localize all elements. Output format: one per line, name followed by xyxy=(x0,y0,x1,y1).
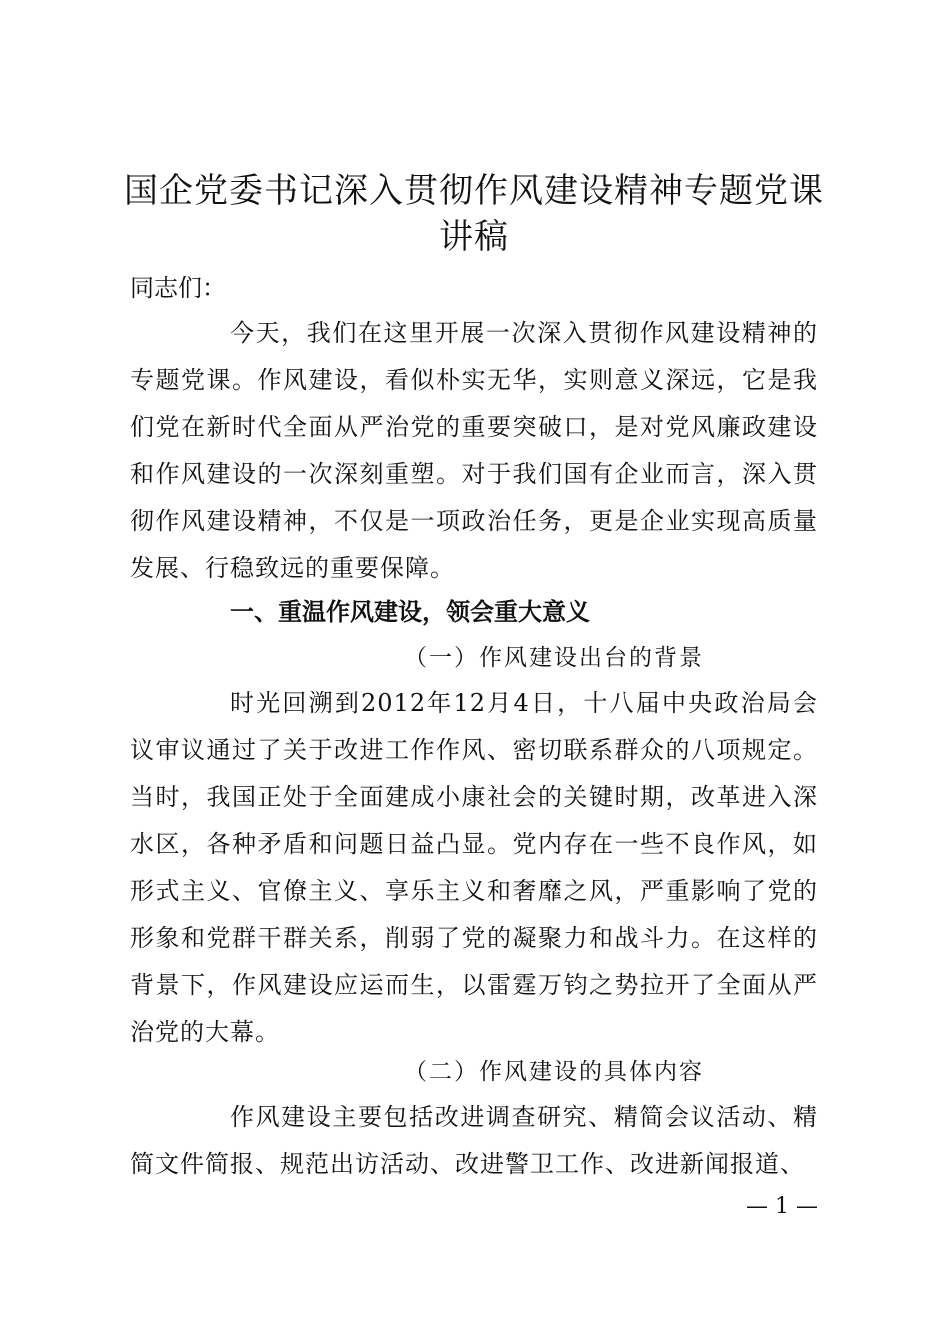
page-number: — 1 — xyxy=(746,1194,818,1219)
subsection-heading: （一）作风建设出台的背景 xyxy=(404,645,704,671)
subsection-heading: （二）作风建设的具体内容 xyxy=(404,1059,704,1085)
intro-paragraph: 今天，我们在这里开展一次深入贯彻作风建设精神的专题党课。作风建设，看似朴实无华，实则意义深远，它是我们党在新时代全面从严治党的重要突破口，是对党风廉政建设和作风建设的一次深刻重塑。对于我们国有企业而言，深入贯彻作风建设精神，不仅是一项政治任务，更是企业实现高质量发展、行稳致远的重要保障。 xyxy=(130,319,818,582)
background-paragraph: 时光回溯到2012年12月4日，十八届中央政治局会议审议通过了关于改进工作作风、密切联系群众的八项规定。当时，我国正处于全面建成小康社会的关键时期，改革进入深水区，各种矛盾和问题日益凸显。党内存在一些不良作风，如形式主义、官僚主义、享乐主义和奢靡之风，严重影响了党的形象和党群干群关系，削弱了党的凝聚力和战斗力。在这样的背景下，作风建设应运而生，以雷霆万钧之势拉开了全面从严治党的大幕。 xyxy=(130,689,818,1046)
section-heading: 一、重温作风建设，领会重大意义 xyxy=(230,598,590,626)
salutation: 同志们： xyxy=(130,274,226,302)
document-page xyxy=(124,0,824,1344)
content-paragraph: 作风建设主要包括改进调查研究、精简会议活动、精简文件简报、规范出访活动、改进警卫工作、改进新闻报道、 xyxy=(130,1103,818,1178)
document-title: 国企党委书记深入贯彻作风建设精神专题党课讲稿 xyxy=(124,171,824,257)
